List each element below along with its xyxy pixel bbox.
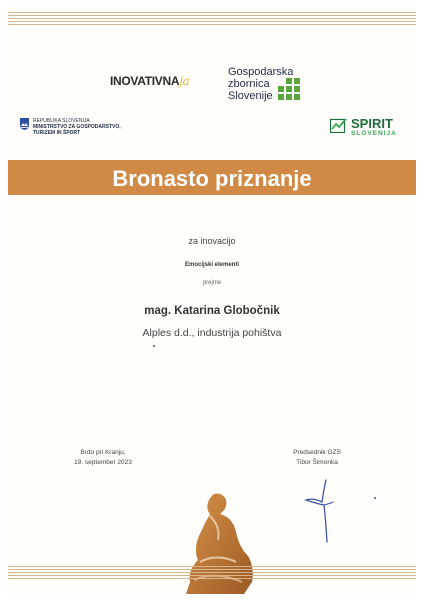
- spirit-sub: SLOVENIJA: [351, 130, 397, 137]
- recipient-name: mag. Katarina Globočnik: [144, 305, 280, 317]
- title-banner: [8, 160, 416, 195]
- inovativna-suffix: ja: [179, 74, 190, 88]
- gzs-line2: zbornica: [228, 78, 270, 90]
- certificate-title: Bronasto priznanje: [112, 166, 312, 191]
- gzs-line3: Slovenije: [228, 90, 273, 102]
- ministry-line1: REPUBLIKA SLOVENIJA: [33, 118, 90, 124]
- innovation-name: Emocijski elementi: [184, 262, 240, 268]
- spirit-slovenija-logo: [330, 117, 397, 137]
- bottom-decorative-stripes: [8, 566, 416, 581]
- signatory-name: Tibor Šimonka: [296, 459, 338, 466]
- inovativna-logo: [110, 74, 190, 88]
- prejme-label: prejme: [202, 280, 222, 286]
- ink-dot: [374, 497, 376, 499]
- za-inovacijo-label: za inovacijo: [188, 236, 236, 246]
- ministry-line2: MINISTRSTVO ZA GOSPODARSTVO,: [33, 124, 121, 130]
- ministry-line3: TURIZEM IN ŠPORT: [33, 130, 81, 136]
- slovenia-coat-of-arms-icon: [20, 118, 29, 130]
- ministry-logo: [20, 118, 121, 136]
- ink-speck: [153, 345, 155, 347]
- inovativna-wordmark: INOVATIVNA: [110, 74, 180, 88]
- signatory-role: Predsednik GZS: [293, 449, 341, 456]
- gzs-grid-icon: [276, 78, 302, 104]
- place: Brdo pri Kranju,: [80, 449, 126, 456]
- spirit-word: SPIRIT: [351, 116, 393, 131]
- ministry-text: [33, 118, 121, 136]
- gzs-line1: Gospodarska: [228, 66, 294, 78]
- top-decorative-stripes: [8, 12, 416, 27]
- signatory-block: [290, 448, 344, 468]
- place-and-date: [70, 448, 136, 468]
- spirit-chart-icon: [330, 117, 348, 133]
- date: 19. september 2023: [74, 459, 132, 466]
- handwritten-signature: [300, 478, 340, 544]
- recipient-company: Alples d.d., industrija pohištva: [142, 327, 282, 339]
